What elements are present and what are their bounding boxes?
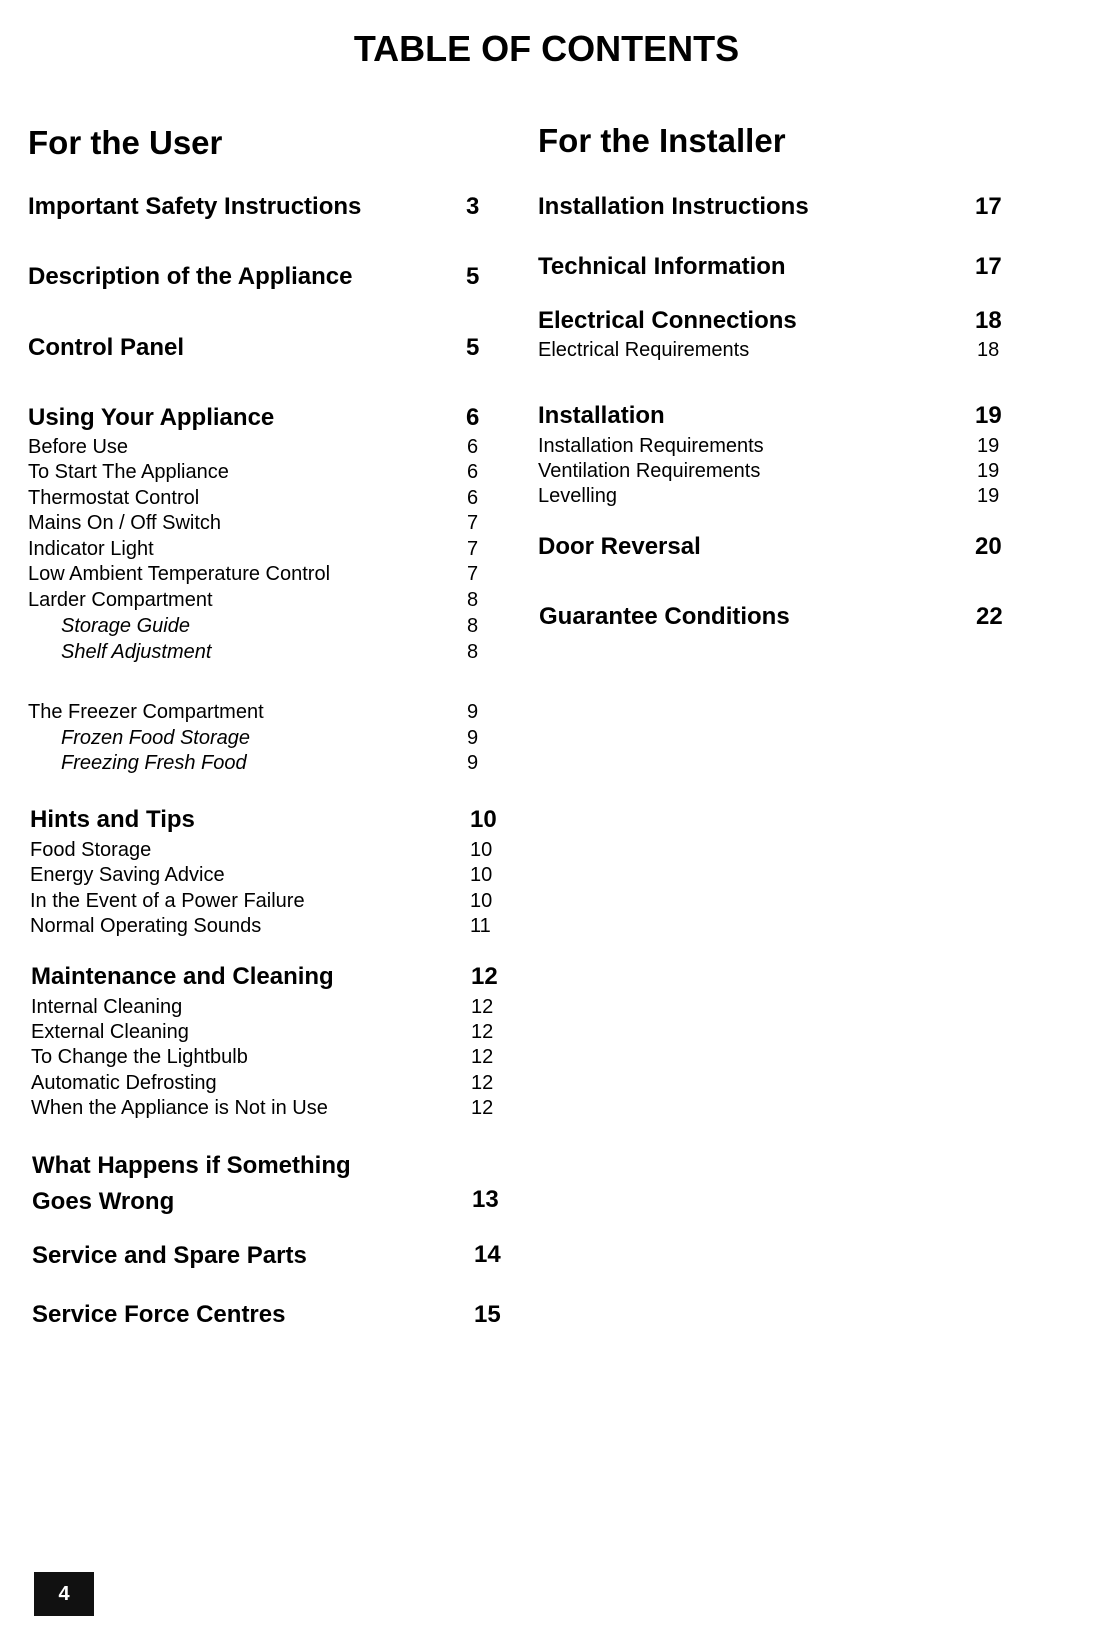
toc-subentry-label: Energy Saving Advice bbox=[30, 864, 225, 886]
user-section-heading: For the User bbox=[28, 124, 223, 161]
toc-subentry-page: 12 bbox=[471, 1072, 494, 1094]
toc-subentry-page: 10 bbox=[470, 864, 493, 886]
toc-subentry-label: Low Ambient Temperature Control bbox=[28, 563, 331, 585]
toc-subentry-page: 9 bbox=[467, 701, 479, 723]
toc-entry-page: 14 bbox=[474, 1241, 501, 1268]
toc-entry-page: 3 bbox=[466, 193, 480, 220]
toc-subentry-page: 10 bbox=[470, 839, 493, 861]
toc-entry-page: 22 bbox=[976, 603, 1003, 630]
toc-subentry-page: 19 bbox=[977, 435, 1000, 457]
toc-subentry-page: 8 bbox=[467, 641, 479, 663]
toc-subentry-label: Automatic Defrosting bbox=[31, 1072, 217, 1094]
toc-subentry-page: 8 bbox=[467, 589, 479, 611]
toc-subentry-label: Thermostat Control bbox=[28, 487, 200, 509]
toc-entry-label: Maintenance and Cleaning bbox=[31, 963, 334, 990]
toc-subentry-label: To Change the Lightbulb bbox=[31, 1046, 248, 1068]
toc-entry-page: 19 bbox=[975, 402, 1002, 429]
toc-entry-page: 5 bbox=[466, 334, 480, 361]
toc-subentry-page: 7 bbox=[467, 512, 479, 534]
toc-subentry-page: 18 bbox=[977, 339, 1000, 361]
toc-entry-page: 6 bbox=[466, 404, 480, 431]
toc-subentry-page: 12 bbox=[471, 996, 494, 1018]
toc-subentry-label: Normal Operating Sounds bbox=[30, 915, 262, 937]
toc-subentry-label: Indicator Light bbox=[28, 538, 154, 560]
toc-subentry-label: Food Storage bbox=[30, 839, 152, 861]
toc-entry-page: 18 bbox=[975, 307, 1002, 334]
toc-entry-label: Technical Information bbox=[538, 253, 786, 280]
toc-subentry-label: Larder Compartment bbox=[28, 589, 213, 611]
toc-entry-page: 5 bbox=[466, 263, 480, 290]
toc-subentry-page: 11 bbox=[470, 915, 491, 937]
toc-entry-label: Service Force Centres bbox=[32, 1301, 286, 1328]
toc-subentry-label: Storage Guide bbox=[61, 615, 190, 637]
toc-entry-page: 13 bbox=[472, 1186, 499, 1213]
toc-entry-page: 20 bbox=[975, 533, 1002, 560]
toc-subentry-label: Freezing Fresh Food bbox=[61, 752, 247, 774]
toc-entry-page: 10 bbox=[470, 806, 497, 833]
toc-entry-label: Service and Spare Parts bbox=[32, 1242, 307, 1269]
toc-entry-page: 12 bbox=[471, 963, 498, 990]
toc-subentry-label: The Freezer Compartment bbox=[28, 701, 264, 723]
toc-entry-page: 17 bbox=[975, 253, 1002, 280]
toc-subentry-label: In the Event of a Power Failure bbox=[30, 890, 305, 912]
toc-subentry-page: 10 bbox=[470, 890, 493, 912]
toc-subentry-page: 12 bbox=[471, 1046, 494, 1068]
toc-subentry-page: 19 bbox=[977, 485, 1000, 507]
toc-subentry-label: Installation Requirements bbox=[538, 435, 764, 457]
toc-subentry-label: Electrical Requirements bbox=[538, 339, 750, 361]
toc-entry-label: Using Your Appliance bbox=[28, 404, 275, 431]
page-title: TABLE OF CONTENTS bbox=[353, 28, 740, 69]
toc-subentry-page: 6 bbox=[467, 461, 479, 483]
toc-subentry-label: When the Appliance is Not in Use bbox=[31, 1097, 328, 1119]
toc-entry-label: Important Safety Instructions bbox=[28, 193, 362, 220]
toc-subentry-page: 9 bbox=[467, 727, 479, 749]
toc-subentry-page: 8 bbox=[467, 615, 479, 637]
toc-subentry-page: 9 bbox=[467, 752, 479, 774]
toc-subentry-label: Internal Cleaning bbox=[31, 996, 183, 1018]
page-number-badge: 4 bbox=[34, 1572, 94, 1616]
toc-entry-label: Door Reversal bbox=[538, 533, 701, 560]
toc-subentry-label: Before Use bbox=[28, 436, 129, 458]
toc-entry-label: Description of the Appliance bbox=[28, 263, 353, 290]
toc-subentry-page: 6 bbox=[467, 436, 479, 458]
toc-entry-label: Goes Wrong bbox=[32, 1188, 175, 1215]
toc-subentry-page: 12 bbox=[471, 1021, 494, 1043]
toc-entry-label: Hints and Tips bbox=[30, 806, 195, 833]
toc-entry-page: 15 bbox=[474, 1301, 501, 1328]
installer-section-heading: For the Installer bbox=[538, 122, 786, 159]
toc-subentry-label: Shelf Adjustment bbox=[61, 641, 212, 663]
toc-subentry-page: 7 bbox=[467, 563, 479, 585]
toc-subentry-label: Ventilation Requirements bbox=[538, 460, 761, 482]
toc-entry-label: What Happens if Something bbox=[32, 1152, 351, 1179]
toc-entry-label: Installation Instructions bbox=[538, 193, 809, 220]
toc-entry-label: Installation bbox=[538, 402, 665, 429]
toc-subentry-label: To Start The Appliance bbox=[28, 461, 229, 483]
toc-entry-label: Electrical Connections bbox=[538, 307, 797, 334]
toc-subentry-page: 19 bbox=[977, 460, 1000, 482]
toc-subentry-page: 6 bbox=[467, 487, 479, 509]
toc-subentry-label: Levelling bbox=[538, 485, 617, 507]
toc-entry-label: Control Panel bbox=[28, 334, 185, 361]
toc-subentry-page: 12 bbox=[471, 1097, 494, 1119]
toc-subentry-label: Frozen Food Storage bbox=[61, 727, 250, 749]
toc-entry-label: Guarantee Conditions bbox=[539, 603, 790, 630]
toc-subentry-label: External Cleaning bbox=[31, 1021, 189, 1043]
toc-subentry-page: 7 bbox=[467, 538, 479, 560]
toc-subentry-label: Mains On / Off Switch bbox=[28, 512, 222, 534]
toc-entry-page: 17 bbox=[975, 193, 1002, 220]
